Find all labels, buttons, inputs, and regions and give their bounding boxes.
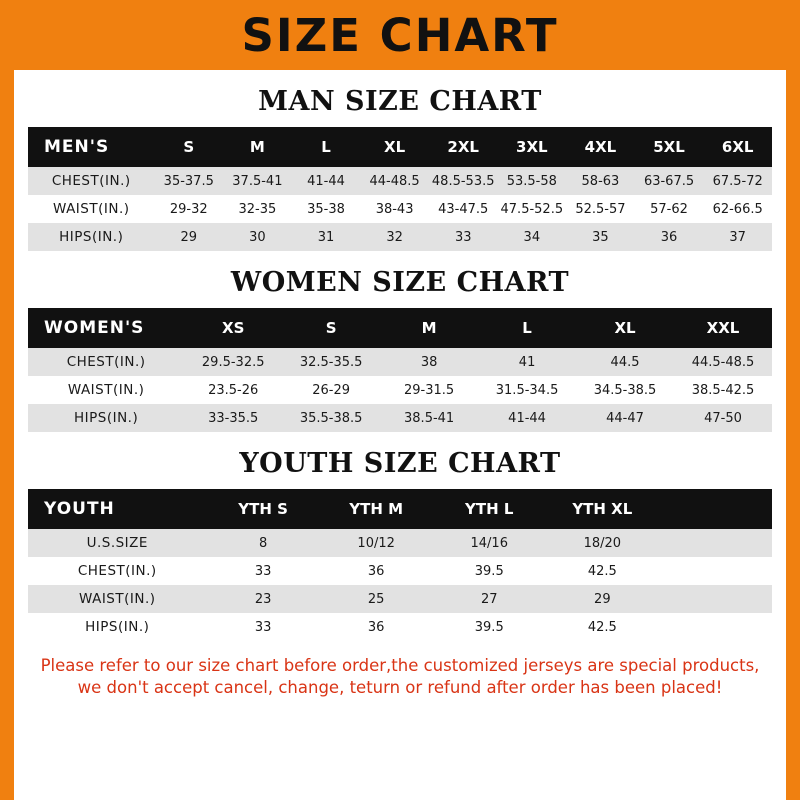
table-cell: 44-48.5 [360,167,429,195]
table-cell: 41-44 [478,404,576,432]
column-header: YTH L [433,489,546,529]
table-cell [659,529,772,557]
column-header: L [292,127,361,167]
table-cell [659,557,772,585]
row-header: WAIST(IN.) [28,195,154,223]
column-header: M [223,127,292,167]
table-cell: 33 [429,223,498,251]
table-cell: 35.5-38.5 [282,404,380,432]
table-cell: 47-50 [674,404,772,432]
table-cell: 29.5-32.5 [184,348,282,376]
table-row [28,529,772,557]
table-cell: 39.5 [433,613,546,641]
table-cell [659,613,772,641]
table-cell: 32.5-35.5 [282,348,380,376]
table-cell: 38.5-42.5 [674,376,772,404]
row-header: WAIST(IN.) [28,376,184,404]
column-header: M [380,308,478,348]
row-header: WAIST(IN.) [28,585,207,613]
column-header [659,489,772,529]
table-cell: 36 [635,223,704,251]
section-youth [28,448,772,641]
table-cell: 36 [320,557,433,585]
table-row [28,376,772,404]
table-cell: 30 [223,223,292,251]
table-cell: 14/16 [433,529,546,557]
table-cell: 38.5-41 [380,404,478,432]
table-cell: 26-29 [282,376,380,404]
table-cell: 29 [154,223,223,251]
table-cell: 31.5-34.5 [478,376,576,404]
table-cell: 44.5-48.5 [674,348,772,376]
table-cell: 57-62 [635,195,704,223]
column-header: 2XL [429,127,498,167]
table-cell: 41 [478,348,576,376]
row-header: HIPS(IN.) [28,223,154,251]
table-cell: 63-67.5 [635,167,704,195]
column-header: XL [576,308,674,348]
note-line-2: we don't accept cancel, change, teturn or refund after order has been placed! [77,678,723,698]
table-cell: 33 [207,557,320,585]
column-header: S [154,127,223,167]
table-cell: 34 [498,223,567,251]
table-cell: 35-38 [292,195,361,223]
table-cell: 36 [320,613,433,641]
row-header: U.S.SIZE [28,529,207,557]
table-cell: 44.5 [576,348,674,376]
table-cell: 8 [207,529,320,557]
table-cell: 38-43 [360,195,429,223]
table-cell: 32-35 [223,195,292,223]
section-title-women: WOMEN SIZE CHART [230,267,570,298]
section-women [28,267,772,432]
row-header: CHEST(IN.) [28,167,154,195]
page-title: SIZE CHART [241,8,559,62]
table-cell: 43-47.5 [429,195,498,223]
table-cell: 62-66.5 [703,195,772,223]
table-row [28,557,772,585]
table-cell: 10/12 [320,529,433,557]
row-header: CHEST(IN.) [28,348,184,376]
column-header: YTH XL [546,489,659,529]
table-cell: 38 [380,348,478,376]
table-header-row [28,127,772,167]
table-cell: 41-44 [292,167,361,195]
table-row [28,195,772,223]
column-header: 6XL [703,127,772,167]
table-cell: 25 [320,585,433,613]
table-cell: 29-31.5 [380,376,478,404]
table-cell: 53.5-58 [498,167,567,195]
page-banner [0,0,800,70]
table-cell: 29 [546,585,659,613]
chart-content [14,86,786,700]
table-cell: 27 [433,585,546,613]
table-cell: 37 [703,223,772,251]
section-title-youth: YOUTH SIZE CHART [239,448,561,479]
table-cell: 42.5 [546,557,659,585]
column-header: 5XL [635,127,704,167]
table-row [28,404,772,432]
table-cell: 33-35.5 [184,404,282,432]
table-cell: 48.5-53.5 [429,167,498,195]
note-line-1: Please refer to our size chart before order,the customized jerseys are special products, [40,656,760,675]
column-header: S [282,308,380,348]
table-cell: 52.5-57 [566,195,635,223]
row-header: CHEST(IN.) [28,557,207,585]
table-cell: 42.5 [546,613,659,641]
table-cell: 18/20 [546,529,659,557]
table-cell: 67.5-72 [703,167,772,195]
table-header-row [28,308,772,348]
column-header: XS [184,308,282,348]
man-size-table [28,127,772,251]
column-header: 4XL [566,127,635,167]
section-title-man: MAN SIZE CHART [258,86,542,117]
table-cell: 32 [360,223,429,251]
column-header: YTH S [207,489,320,529]
table-cell: 39.5 [433,557,546,585]
column-header: 3XL [498,127,567,167]
column-header: L [478,308,576,348]
table-cell: 31 [292,223,361,251]
column-header: YOUTH [28,489,207,529]
table-cell: 35 [566,223,635,251]
table-cell: 29-32 [154,195,223,223]
table-row [28,223,772,251]
table-cell: 23 [207,585,320,613]
table-row [28,585,772,613]
table-cell [659,585,772,613]
column-header: WOMEN'S [28,308,184,348]
table-header-row [28,489,772,529]
order-policy-note [28,655,772,700]
column-header: MEN'S [28,127,154,167]
table-row [28,613,772,641]
column-header: XXL [674,308,772,348]
table-cell: 58-63 [566,167,635,195]
row-header: HIPS(IN.) [28,613,207,641]
column-header: XL [360,127,429,167]
table-cell: 35-37.5 [154,167,223,195]
table-row [28,348,772,376]
table-cell: 44-47 [576,404,674,432]
column-header: YTH M [320,489,433,529]
table-cell: 34.5-38.5 [576,376,674,404]
section-man [28,86,772,251]
row-header: HIPS(IN.) [28,404,184,432]
table-cell: 37.5-41 [223,167,292,195]
table-cell: 47.5-52.5 [498,195,567,223]
table-cell: 23.5-26 [184,376,282,404]
table-cell: 33 [207,613,320,641]
women-size-table [28,308,772,432]
youth-size-table [28,489,772,641]
table-row [28,167,772,195]
